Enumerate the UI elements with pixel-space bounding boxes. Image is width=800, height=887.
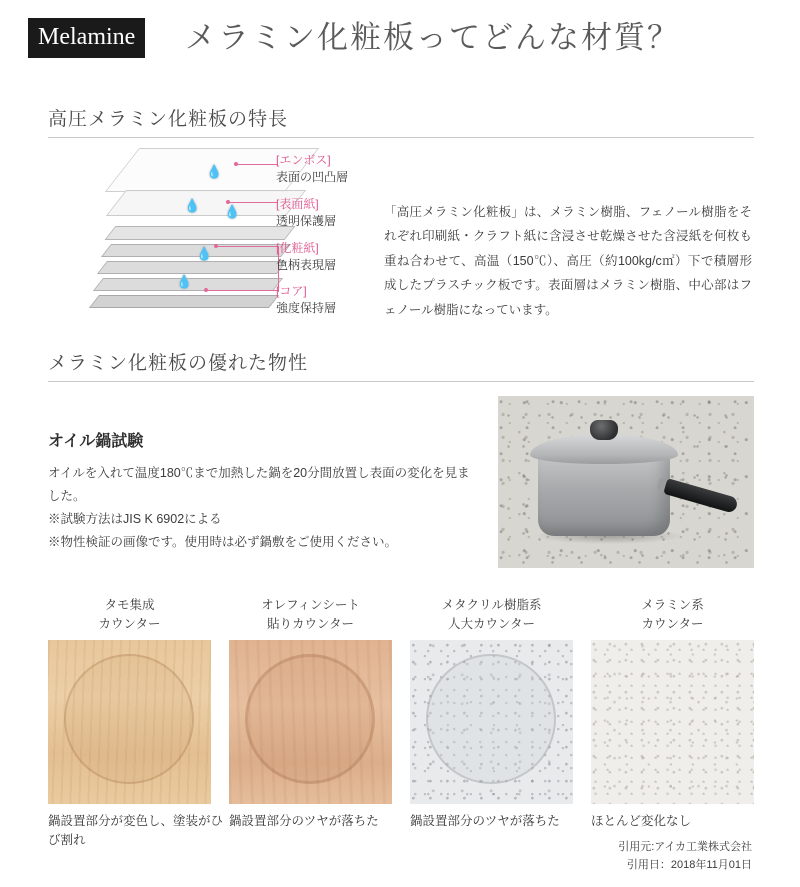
sample-caption-olefin: 鍋設置部分のツヤが落ちた [229,814,379,828]
sample-title-tamo [48,596,211,636]
callout-emboss [276,152,348,187]
callout-emboss-desc: 表面の凹凸層 [276,170,349,185]
melamine-badge: Melamine [28,18,145,58]
callout-surface-paper-tag: [表面紙] [276,197,319,211]
footer-date: 引用日：2018年11月01日 [626,859,752,872]
callout-decorative-paper-desc: 色柄表現層 [276,258,337,273]
oil-test-line-3: ※物性検証の画像です。使用時は必ず鍋敷をご使用ください。 [48,535,398,550]
sample-column-methacrylic [410,596,573,831]
sample-title-tamo-line1: タモ集成 [104,598,155,612]
pan-photo [498,396,754,568]
lead-line [216,246,278,247]
sample-column-olefin [229,596,392,831]
sample-swatch-methacrylic [410,640,573,804]
lead-line [206,290,278,291]
sample-swatch-melamine [591,640,754,804]
intro-paragraph: 「高圧メラミン化粧板」は、メラミン樹脂、フェノール樹脂をそれぞれ印刷紙・クラフト紙に含浸させ乾燥させた含浸紙を何枚も重ね合わせて、高温（150℃）、高圧（約100kg/c㎡）下で積層形成したプラスチック板です。表面層はメラミン樹脂、中心部はフェノール樹脂になっています。 [384,205,752,317]
sample-swatch-tamo [48,640,211,804]
sample-swatch-olefin [229,640,392,804]
sample-title-methacrylic-line1: メタクリル樹脂系 [441,598,542,612]
sample-title-tamo-line2: カウンター [98,616,161,631]
layer-core-4 [89,295,279,308]
sample-caption-methacrylic: 鍋設置部分のツヤが落ちた [410,814,560,828]
callout-surface-paper [276,196,336,231]
lead-dot [234,162,238,166]
sample-title-melamine-line1: メラミン系 [641,598,704,612]
lead-line [236,164,278,165]
lead-line [228,202,278,203]
sample-caption-tamo: 鍋設置部分が変色し、塗装がひび割れ [48,814,224,847]
oil-test-body [48,462,478,555]
footer-citation [618,838,752,875]
callout-surface-paper-desc: 透明保護層 [276,214,337,229]
water-drop-icon: 💧 [224,204,241,219]
lead-dot [214,244,218,248]
sample-column-melamine [591,596,754,831]
callout-core-desc: 強度保持層 [276,301,337,316]
pan-mark-ring [426,654,556,784]
page-header [0,0,800,72]
oil-test-line-2: ※試験方法はJIS K 6902による [48,512,222,527]
sample-title-olefin [229,596,392,636]
sample-title-olefin-line1: オレフィンシート [261,598,360,612]
section-heading-properties [48,348,754,382]
footer-source: 引用元:アイカ工業株式会社 [618,840,752,853]
section-heading-features-text: 高圧メラミン化粧板の特長 [48,109,289,130]
page-title: メラミン化粧板ってどんな材質？ [185,20,680,55]
pan-knob [590,420,618,440]
callout-decorative-paper-tag: [化粧紙] [276,241,319,255]
callout-core-tag: [コア] [276,284,307,298]
callout-emboss-tag: [エンボス] [276,153,331,167]
section-heading-features [48,104,754,138]
section-heading-properties-text: メラミン化粧板の優れた物性 [48,353,309,374]
sample-title-melamine-line2: カウンター [641,616,704,631]
callout-core [276,283,336,318]
sample-caption-melamine: ほとんど変化なし [591,814,692,828]
callout-decorative-paper [276,240,336,275]
sample-title-melamine [591,596,754,636]
water-drop-icon: 💧 [176,274,193,289]
layer-core-2 [97,261,287,274]
water-drop-icon: 💧 [196,246,213,261]
water-drop-icon: 💧 [184,198,201,213]
water-drop-icon: 💧 [206,164,223,179]
sample-column-tamo [48,596,224,850]
sample-title-methacrylic-line2: 人大カウンター [447,616,535,631]
layer-decorative-paper [105,226,296,240]
pan-mark-ring [64,654,194,784]
oil-test-heading: オイル鍋試験 [48,433,144,450]
pan-mark-ring [245,654,375,784]
divider [48,381,754,382]
lead-dot [226,200,230,204]
divider [48,137,754,138]
oil-test-line-1: オイルを入れて温度180℃まで加熱した鍋を20分間放置し表面の変化を見ました。 [48,466,470,504]
sample-title-olefin-line2: 貼りカウンター [266,616,354,631]
sample-title-methacrylic [410,596,573,636]
lead-dot [204,288,208,292]
